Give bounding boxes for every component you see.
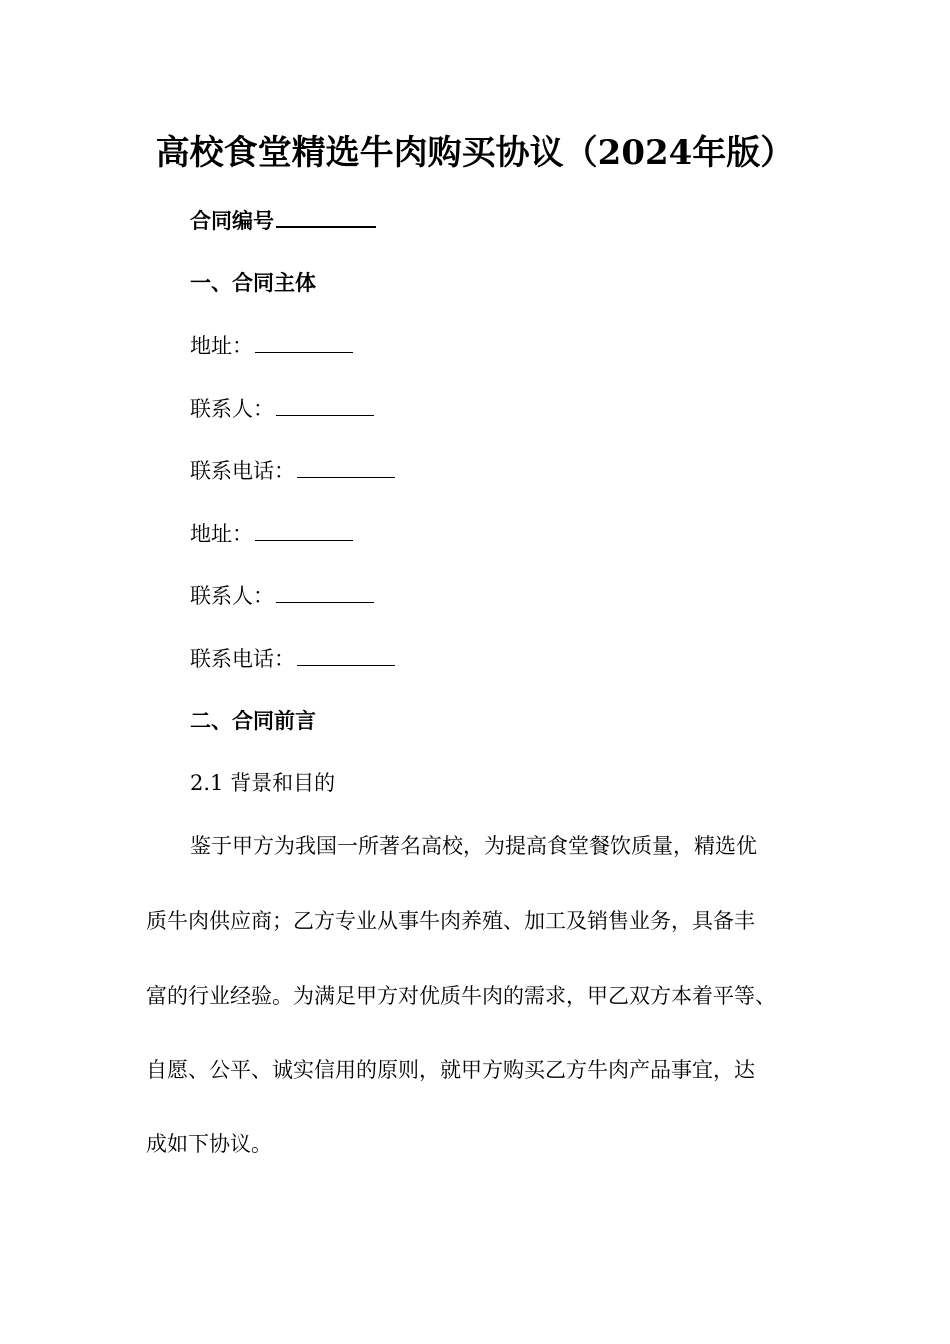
paragraph-line: 质牛肉供应商；乙方专业从事牛肉养殖、加工及销售业务，具备丰 (146, 909, 755, 933)
contract-number-blank (276, 206, 376, 228)
party-a-contact-blank (276, 395, 374, 416)
paragraph-line: 富的行业经验。为满足甲方对优质牛肉的需求，甲乙双方本着平等、 (146, 984, 776, 1008)
party-b-address-label: 地址： (190, 522, 253, 546)
section2-heading: 二、合同前言 (190, 708, 316, 733)
party-a-phone-blank (297, 457, 395, 478)
document-title: 高校食堂精选牛肉购买协议（2024年版） (155, 133, 795, 173)
party-a-phone-label: 联系电话： (190, 459, 295, 483)
party-b-phone-line (190, 644, 395, 674)
party-a-contact-label: 联系人： (190, 397, 274, 421)
paragraph-line: 鉴于甲方为我国一所著名高校，为提高食堂餐饮质量，精选优 (190, 834, 757, 858)
party-b-contact-line (190, 581, 374, 611)
party-b-phone-blank (297, 645, 395, 666)
party-a-contact-line (190, 394, 374, 424)
contract-number-line (190, 206, 376, 236)
party-a-address-line (190, 331, 353, 361)
party-b-address-blank (255, 520, 353, 541)
party-a-address-label: 地址： (190, 334, 253, 358)
party-a-phone-line (190, 456, 395, 486)
subsection-2-1-heading: 2.1 背景和目的 (190, 771, 336, 795)
party-b-contact-label: 联系人： (190, 584, 274, 608)
section1-heading: 一、合同主体 (190, 270, 316, 295)
contract-number-label: 合同编号 (190, 208, 274, 233)
party-b-phone-label: 联系电话： (190, 647, 295, 671)
paragraph-line: 自愿、公平、诚实信用的原则，就甲方购买乙方牛肉产品事宜，达 (146, 1058, 755, 1082)
party-b-address-line (190, 519, 353, 549)
party-a-address-blank (255, 332, 353, 353)
paragraph-line: 成如下协议。 (146, 1132, 272, 1156)
party-b-contact-blank (276, 582, 374, 603)
